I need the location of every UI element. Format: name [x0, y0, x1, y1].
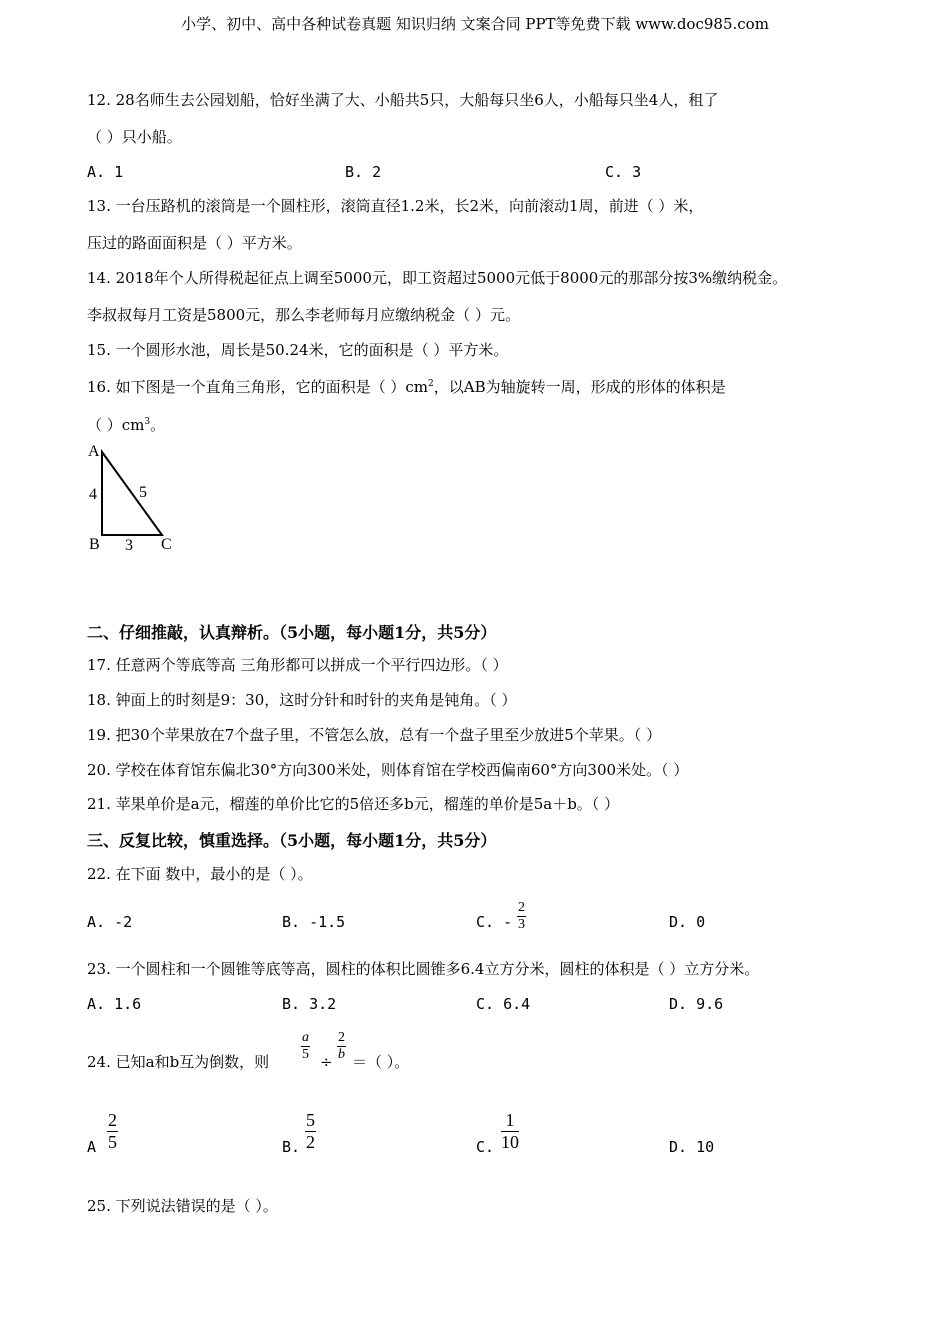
q24-option-b-fraction [305, 1110, 316, 1153]
q22-option-b: B. -1.5 [282, 913, 346, 931]
q23-option-c: C. 6.4 [476, 995, 531, 1013]
vertex-b: B [89, 536, 100, 553]
q24-a-denominator: 5 [108, 1132, 117, 1152]
question-16-line1 [87, 374, 726, 397]
q24-fraction-1 [301, 1030, 310, 1063]
question-14-line1: 14. 2018年个人所得税起征点上调至5000元，即工资超过5000元低于8000元的那部分按3%缴纳税金。 [87, 269, 788, 287]
question-16-line2 [87, 412, 165, 435]
question-12-line2: （ ）只小船。 [87, 128, 182, 146]
q24-option-a-label: A [87, 1138, 97, 1156]
q12-option-a: A. 1 [87, 163, 124, 181]
q23-option-a: A. 1.6 [87, 995, 142, 1013]
right-triangle-figure [80, 440, 190, 555]
q24-b-denominator: 2 [306, 1132, 315, 1152]
q24-option-b-label: B. [282, 1138, 301, 1156]
question-22: 22. 在下面 数中，最小的是（ ）。 [87, 865, 313, 883]
q22-c-denominator: 3 [518, 917, 525, 932]
q24-f2-numerator: 2 [338, 1030, 345, 1045]
question-19: 19. 把30个苹果放在7个盘子里，不管怎么放，总有一个盘子里至少放进5个苹果。（ ） [87, 726, 662, 744]
side-ab-label: 4 [89, 486, 97, 503]
q24-f2-denominator: b [338, 1047, 345, 1062]
question-20: 20. 学校在体育馆东偏北30°方向300米处，则体育馆在学校西偏南60°方向300米处。（ ） [87, 761, 689, 779]
question-23: 23. 一个圆柱和一个圆锥等底等高，圆柱的体积比圆锥多6.4立方分米，圆柱的体积是（ ）立方分米。 [87, 960, 760, 978]
q16-text-d: 。 [150, 416, 166, 434]
q24-c-numerator: 1 [501, 1110, 519, 1132]
vertex-c: C [161, 536, 172, 553]
q16-text-c: （ ）cm [87, 416, 145, 434]
section-3-title: 三、反复比较，慎重选择。（5小题，每小题1分，共5分） [87, 831, 497, 850]
q24-a-numerator: 2 [108, 1110, 117, 1130]
q24-fraction-2 [337, 1030, 346, 1063]
q24-option-c-fraction [501, 1110, 519, 1153]
side-ac-label: 5 [139, 484, 147, 501]
q22-c-numerator: 2 [518, 900, 525, 915]
q22-option-c-fraction [517, 900, 526, 933]
q24-option-a-fraction [107, 1110, 118, 1153]
question-12-line1: 12. 28名师生去公园划船，恰好坐满了大、小船共5只，大船每只坐6人，小船每只坐4人，租了 [87, 91, 719, 109]
question-17: 17. 任意两个等底等高 三角形都可以拼成一个平行四边形。（ ） [87, 656, 508, 674]
q16-sup-2: 2 [428, 379, 434, 389]
section-2-title: 二、仔细推敲，认真辩析。（5小题，每小题1分，共5分） [87, 623, 497, 642]
question-24-text: 24. 已知a和b互为倒数，则 [87, 1053, 270, 1071]
q24-tail: ＝（ ）。 [352, 1053, 410, 1071]
question-18: 18. 钟面上的时刻是9：30，这时分针和时针的夹角是钝角。（ ） [87, 691, 517, 709]
side-bc-label: 3 [125, 537, 133, 554]
q16-text-b: ，以AB为轴旋转一周，形成的形体的体积是 [433, 378, 726, 396]
triangle-shape [102, 452, 162, 535]
q24-b-numerator: 5 [306, 1110, 315, 1130]
question-21: 21. 苹果单价是a元，榴莲的单价比它的5倍还多b元，榴莲的单价是5a＋b。（ ） [87, 795, 620, 813]
q23-option-b: B. 3.2 [282, 995, 337, 1013]
question-14-line2: 李叔叔每月工资是5800元，那么李老师每月应缴纳税金（ ）元。 [87, 306, 520, 324]
q22-option-c: C. - [476, 913, 513, 931]
q24-option-c-label: C. [476, 1138, 495, 1156]
q24-divide-sign: ÷ [320, 1053, 333, 1071]
question-15: 15. 一个圆形水池，周长是50.24米，它的面积是（ ）平方米。 [87, 341, 509, 359]
question-25: 25. 下列说法错误的是（ ）。 [87, 1197, 278, 1215]
q24-f1-numerator: a [302, 1030, 309, 1045]
q12-option-b: B. 2 [345, 163, 382, 181]
q22-option-a: A. -2 [87, 913, 133, 931]
q24-c-denominator: 10 [501, 1132, 519, 1152]
vertex-a: A [88, 443, 100, 460]
question-13-line2: 压过的路面面积是（ ）平方米。 [87, 234, 302, 252]
q24-f1-denominator: 5 [302, 1047, 309, 1062]
q12-option-c: C. 3 [605, 163, 642, 181]
page-header: 小学、初中、高中各种试卷真题 知识归纳 文案合同 PPT等免费下载 www.doc985.com [181, 15, 769, 33]
q22-option-d: D. 0 [669, 913, 706, 931]
q23-option-d: D. 9.6 [669, 995, 724, 1013]
q16-text-a: 16. 如下图是一个直角三角形，它的面积是（ ）cm [87, 378, 429, 396]
question-13-line1: 13. 一台压路机的滚筒是一个圆柱形，滚筒直径1.2米，长2米，向前滚动1周，前进（ ）米， [87, 197, 704, 215]
q24-option-d: D. 10 [669, 1138, 715, 1156]
q16-sup-3: 3 [144, 417, 151, 427]
